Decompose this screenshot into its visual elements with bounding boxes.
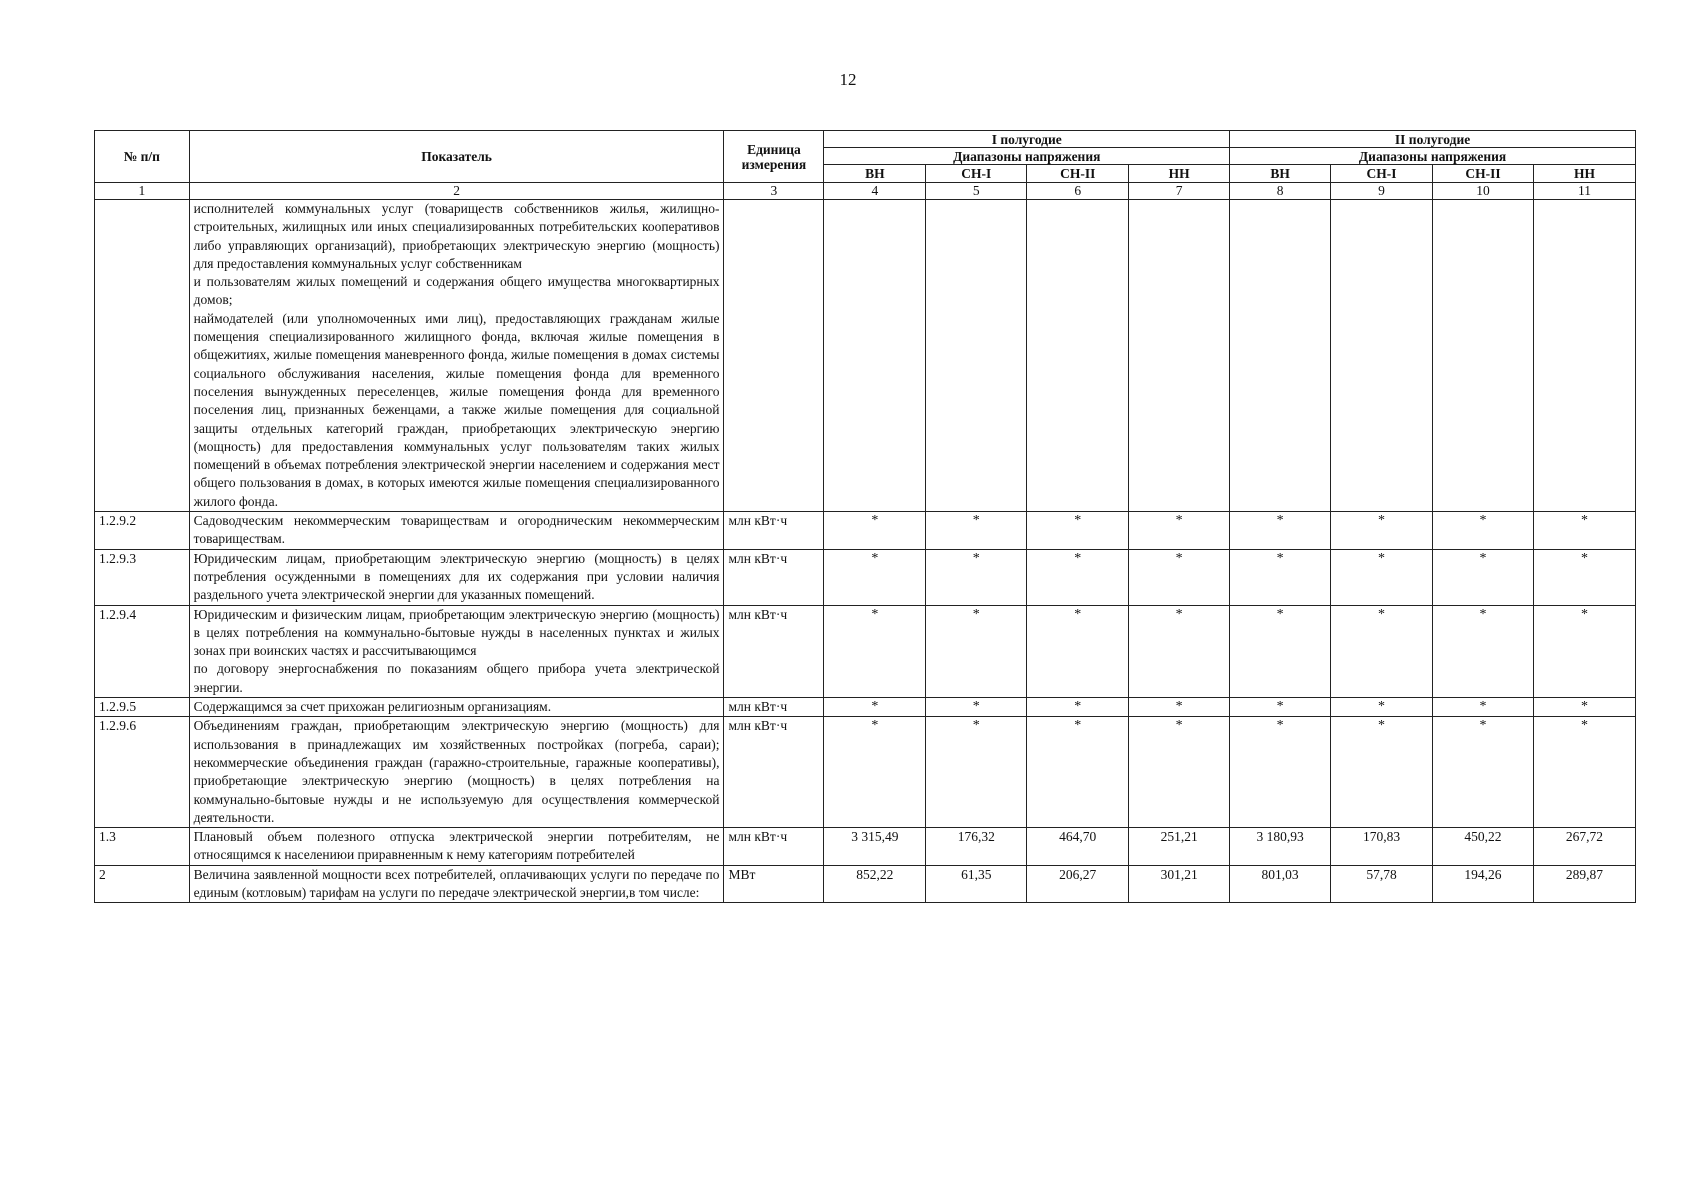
- value-cell: *: [824, 717, 926, 828]
- header-level-vn-1: ВН: [824, 165, 926, 183]
- row-indicator: [189, 717, 724, 828]
- column-index: 2: [189, 183, 724, 200]
- table-row: [95, 865, 1636, 903]
- value-cell: *: [1331, 512, 1433, 550]
- value-cell: *: [1230, 717, 1331, 828]
- value-cell: *: [1129, 698, 1230, 717]
- value-cell: *: [1027, 605, 1129, 697]
- header-half2: II полугодие: [1230, 131, 1636, 148]
- value-cell: *: [824, 512, 926, 550]
- row-indicator: [189, 865, 724, 903]
- column-index: 8: [1230, 183, 1331, 200]
- row-unit: млн кВт·ч: [724, 549, 824, 605]
- value-cell: *: [1230, 512, 1331, 550]
- value-cell: 251,21: [1129, 828, 1230, 866]
- row-unit: млн кВт·ч: [724, 717, 824, 828]
- value-cell: *: [1129, 605, 1230, 697]
- value-cell: *: [1533, 605, 1635, 697]
- value-cell: *: [1433, 605, 1534, 697]
- value-cell: 450,22: [1433, 828, 1534, 866]
- value-cell: *: [1230, 549, 1331, 605]
- row-unit: млн кВт·ч: [724, 698, 824, 717]
- value-cell: *: [824, 549, 926, 605]
- column-index: 4: [824, 183, 926, 200]
- value-cell: [1533, 200, 1635, 512]
- header-level-sn2-2: СН-II: [1433, 165, 1534, 183]
- value-cell: *: [926, 512, 1027, 550]
- row-unit: млн кВт·ч: [724, 605, 824, 697]
- value-cell: 176,32: [926, 828, 1027, 866]
- header-level-nn-1: НН: [1129, 165, 1230, 183]
- value-cell: *: [1027, 549, 1129, 605]
- row-number: [95, 200, 190, 512]
- value-cell: *: [824, 698, 926, 717]
- value-cell: *: [1533, 717, 1635, 828]
- value-cell: *: [1230, 605, 1331, 697]
- value-cell: 267,72: [1533, 828, 1635, 866]
- value-cell: *: [1129, 717, 1230, 828]
- value-cell: [1433, 200, 1534, 512]
- value-cell: *: [1533, 549, 1635, 605]
- header-num: № п/п: [95, 131, 190, 183]
- value-cell: *: [926, 549, 1027, 605]
- header-voltage-ranges-1: Диапазоны напряжения: [824, 148, 1230, 165]
- row-text: Объединениям граждан, приобретающим электрическую энергию (мощность) для использования в принадлежащих им хозяйственных постройках (погреба, сараи); некоммерческие объединения граждан (гаражно-строительные, гаражные кооперативы), приобретающие электрическую энергию (мощность) в целях потребления на коммунально-бытовые нужды и не используемую для осуществления коммерческой деятельности.: [193, 718, 720, 825]
- header-half1: I полугодие: [824, 131, 1230, 148]
- value-cell: 194,26: [1433, 865, 1534, 903]
- table-row: [95, 605, 1636, 697]
- column-index: 6: [1027, 183, 1129, 200]
- value-cell: *: [1433, 698, 1534, 717]
- row-text: Юридическим и физическим лицам, приобретающим электрическую энергию (мощность) в целях потребления на коммунально-бытовые нужды в населенных пунктах и жилых зонах при воинских частях и рассчитывающимся: [193, 606, 720, 659]
- row-number: 1.2.9.4: [95, 605, 190, 697]
- value-cell: *: [1331, 605, 1433, 697]
- value-cell: 289,87: [1533, 865, 1635, 903]
- header-level-sn2-1: СН-II: [1027, 165, 1129, 183]
- value-cell: [824, 200, 926, 512]
- column-index: 3: [724, 183, 824, 200]
- value-cell: *: [926, 717, 1027, 828]
- value-cell: *: [1533, 698, 1635, 717]
- header-indicator: Показатель: [189, 131, 724, 183]
- table-row: [95, 549, 1636, 605]
- row-number: 1.2.9.5: [95, 698, 190, 717]
- value-cell: [926, 200, 1027, 512]
- value-cell: *: [1027, 698, 1129, 717]
- row-text: Плановый объем полезного отпуска электрической энергии потребителям, не относящимся к населениюи приравненным к нему категориям потребителей: [193, 829, 720, 863]
- column-index: 5: [926, 183, 1027, 200]
- header-level-sn1-1: СН-I: [926, 165, 1027, 183]
- value-cell: *: [1331, 717, 1433, 828]
- value-cell: 464,70: [1027, 828, 1129, 866]
- row-unit: МВт: [724, 865, 824, 903]
- value-cell: 170,83: [1331, 828, 1433, 866]
- row-indicator: [189, 200, 724, 512]
- table-row: [95, 512, 1636, 550]
- column-index: 11: [1533, 183, 1635, 200]
- value-cell: *: [1433, 549, 1534, 605]
- row-text: Величина заявленной мощности всех потребителей, оплачивающих услуги по передаче по единым (котловым) тарифам на услуги по передаче электрической энергии,в том числе:: [193, 866, 720, 900]
- row-number: 1.3: [95, 828, 190, 866]
- row-text: Содержащимся за счет прихожан религиозным организациям.: [193, 699, 552, 715]
- row-unit: млн кВт·ч: [724, 828, 824, 866]
- value-cell: *: [1331, 549, 1433, 605]
- row-unit: млн кВт·ч: [724, 512, 824, 550]
- row-number: 1.2.9.3: [95, 549, 190, 605]
- value-cell: *: [1433, 512, 1534, 550]
- value-cell: 61,35: [926, 865, 1027, 903]
- header-level-vn-2: ВН: [1230, 165, 1331, 183]
- header-voltage-ranges-2: Диапазоны напряжения: [1230, 148, 1636, 165]
- row-indicator: [189, 828, 724, 866]
- value-cell: [1230, 200, 1331, 512]
- value-cell: *: [1533, 512, 1635, 550]
- row-text: исполнителей коммунальных услуг (товариществ собственников жилья, жилищно-строительных, жилищных или иных специализированных потребительских кооперативов либо управляющих организаций), приобретающих электрическую энергию (мощность) для предоставления коммунальных услуг собственникам: [193, 201, 720, 271]
- value-cell: 3 180,93: [1230, 828, 1331, 866]
- value-cell: 206,27: [1027, 865, 1129, 903]
- value-cell: *: [1129, 549, 1230, 605]
- row-text: и пользователям жилых помещений и содержания общего имущества многоквартирных домов;: [193, 274, 720, 308]
- row-indicator: [189, 605, 724, 697]
- value-cell: *: [926, 698, 1027, 717]
- value-cell: *: [926, 605, 1027, 697]
- value-cell: [1027, 200, 1129, 512]
- row-number: 1.2.9.2: [95, 512, 190, 550]
- value-cell: *: [1129, 512, 1230, 550]
- row-number: 2: [95, 865, 190, 903]
- row-indicator: [189, 549, 724, 605]
- row-indicator: [189, 698, 724, 717]
- value-cell: *: [824, 605, 926, 697]
- row-indicator: [189, 512, 724, 550]
- value-cell: *: [1027, 512, 1129, 550]
- column-index: 7: [1129, 183, 1230, 200]
- value-cell: *: [1027, 717, 1129, 828]
- value-cell: *: [1433, 717, 1534, 828]
- value-cell: *: [1230, 698, 1331, 717]
- page-number: 12: [839, 70, 857, 89]
- header-level-sn1-2: СН-I: [1331, 165, 1433, 183]
- table-row: [95, 717, 1636, 828]
- table-row: [95, 200, 1636, 512]
- value-cell: 3 315,49: [824, 828, 926, 866]
- column-index: 10: [1433, 183, 1534, 200]
- value-cell: 301,21: [1129, 865, 1230, 903]
- row-text: Садоводческим некоммерческим товариществам и огородническим некоммерческим товариществам.: [193, 513, 720, 547]
- value-cell: [1129, 200, 1230, 512]
- table-row: [95, 698, 1636, 717]
- row-unit: [724, 200, 824, 512]
- value-cell: 852,22: [824, 865, 926, 903]
- value-cell: *: [1331, 698, 1433, 717]
- row-text: наймодателей (или уполномоченных ими лиц), предоставляющих гражданам жилые помещения специализированного жилищного фонда, включая жилые помещения в общежитиях, жилые помещения маневренного фонда, жилые помещения в домах системы социального обслуживания населения, жилые помещения фонда для временного поселения вынужденных переселенцев, жилые помещения фонда для временного поселения лиц, признанных беженцами, а также жилые помещения для социальной защиты отдельных категорий граждан, приобретающих электрическую энергию (мощность) для предоставления коммунальных услуг пользователям таких жилых помещений в объемах потребления электрической энергии населением и содержания мест общего пользования в домах, в которых имеются жилые помещения специализированного жилого фонда.: [193, 310, 720, 509]
- header-unit: Единица измерения: [724, 131, 824, 183]
- row-text: по договору энергоснабжения по показаниям общего прибора учета электрической энергии.: [193, 661, 720, 695]
- table-row: [95, 828, 1636, 866]
- value-cell: [1331, 200, 1433, 512]
- header-level-nn-2: НН: [1533, 165, 1635, 183]
- value-cell: 801,03: [1230, 865, 1331, 903]
- column-index: 1: [95, 183, 190, 200]
- row-number: 1.2.9.6: [95, 717, 190, 828]
- row-text: Юридическим лицам, приобретающим электрическую энергию (мощность) в целях потребления осужденными в помещениях для их содержания при условии наличия раздельного учета электрической энергии для указанных помещений.: [193, 550, 720, 603]
- value-cell: 57,78: [1331, 865, 1433, 903]
- column-index: 9: [1331, 183, 1433, 200]
- tariff-table: [94, 130, 1636, 903]
